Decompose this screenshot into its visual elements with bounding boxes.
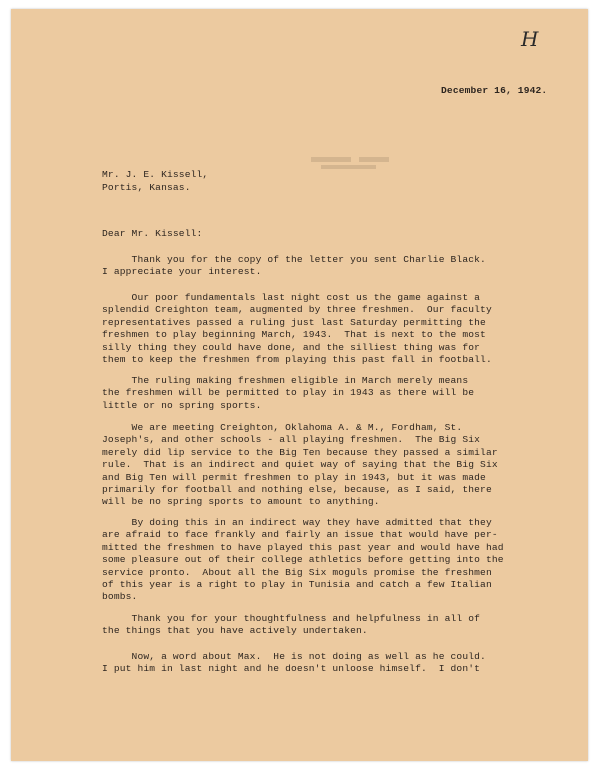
paragraph (102, 292, 522, 366)
salutation: Dear Mr. Kissell: (102, 228, 203, 239)
paragraph-line: them to keep the freshmen from playing this past fall in football. (102, 353, 492, 365)
recipient-name: Mr. J. E. Kissell, (102, 169, 209, 180)
paragraph-line: service pronto. About all the Big Six moguls promise the freshmen (102, 566, 492, 578)
paragraph-line: primarily for football and nothing else, because, as I said, there (102, 483, 492, 495)
paragraph (102, 422, 522, 509)
paragraph-line: rule. That is an indirect and quiet way of saying that the Big Six (102, 459, 498, 471)
paragraph-line: Thank you for your thoughtfulness and helpfulness in all of (102, 613, 481, 624)
page-mark: H (521, 27, 539, 51)
paragraph-line: I appreciate your interest. (102, 266, 262, 278)
paragraph-line: mitted the freshmen to have played this past year and would have had (102, 541, 504, 553)
paragraph-line: the freshmen will be permitted to play in 1943 as there will be (102, 387, 475, 399)
paragraph (102, 651, 522, 676)
paragraph-line: bombs. (102, 591, 138, 603)
paragraph-line: merely did lip service to the Big Ten because they passed a similar (102, 446, 498, 458)
paragraph-line: Thank you for the copy of the letter you sent Charlie Black. (102, 254, 486, 265)
paragraph-line: The ruling making freshmen eligible in March merely means (102, 375, 469, 386)
paragraph-line: are afraid to face frankly and fairly an issue that would have per- (102, 529, 498, 541)
paragraph (102, 517, 522, 604)
faint-stamp (311, 153, 431, 173)
paragraph-line: of this year is a right to play in Tunisia and catch a few Italian (102, 578, 492, 590)
letter-date: December 16, 1942. (441, 85, 548, 96)
paragraph (102, 613, 522, 638)
recipient-city: Portis, Kansas. (102, 182, 191, 193)
paragraph-line: representatives passed a ruling just last Saturday permitting the (102, 316, 486, 328)
paragraph-line: By doing this in an indirect way they have admitted that they (102, 517, 492, 528)
paragraph-line: Now, a word about Max. He is not doing as well as he could. (102, 651, 486, 662)
paragraph (102, 254, 522, 279)
paragraph-line: the things that you have actively undertaken. (102, 625, 368, 637)
paragraph-line: will be no spring sports to amount to anything. (102, 496, 380, 508)
paragraph-line: some pleasure out of their college athletics before getting into the (102, 554, 504, 566)
paragraph-line: little or no spring sports. (102, 399, 262, 411)
paragraph-line: splendid Creighton team, augmented by three freshmen. Our faculty (102, 304, 492, 316)
paragraph-line: We are meeting Creighton, Oklahoma A. & M., Fordham, St. (102, 422, 463, 433)
paragraph-line: freshmen to play beginning March, 1943. That is next to the most (102, 329, 486, 341)
letter-page (11, 9, 588, 761)
paragraph-line: Our poor fundamentals last night cost us the game against a (102, 292, 481, 303)
paragraph-line: Joseph's, and other schools - all playing freshmen. The Big Six (102, 434, 481, 446)
paragraph-line: and Big Ten will permit freshmen to play in 1943, but it was made (102, 471, 486, 483)
paragraph (102, 375, 522, 412)
paragraph-line: silly thing they could have done, and the silliest thing was for (102, 341, 481, 353)
paragraph-line: I put him in last night and he doesn't unloose himself. I don't (102, 663, 481, 675)
